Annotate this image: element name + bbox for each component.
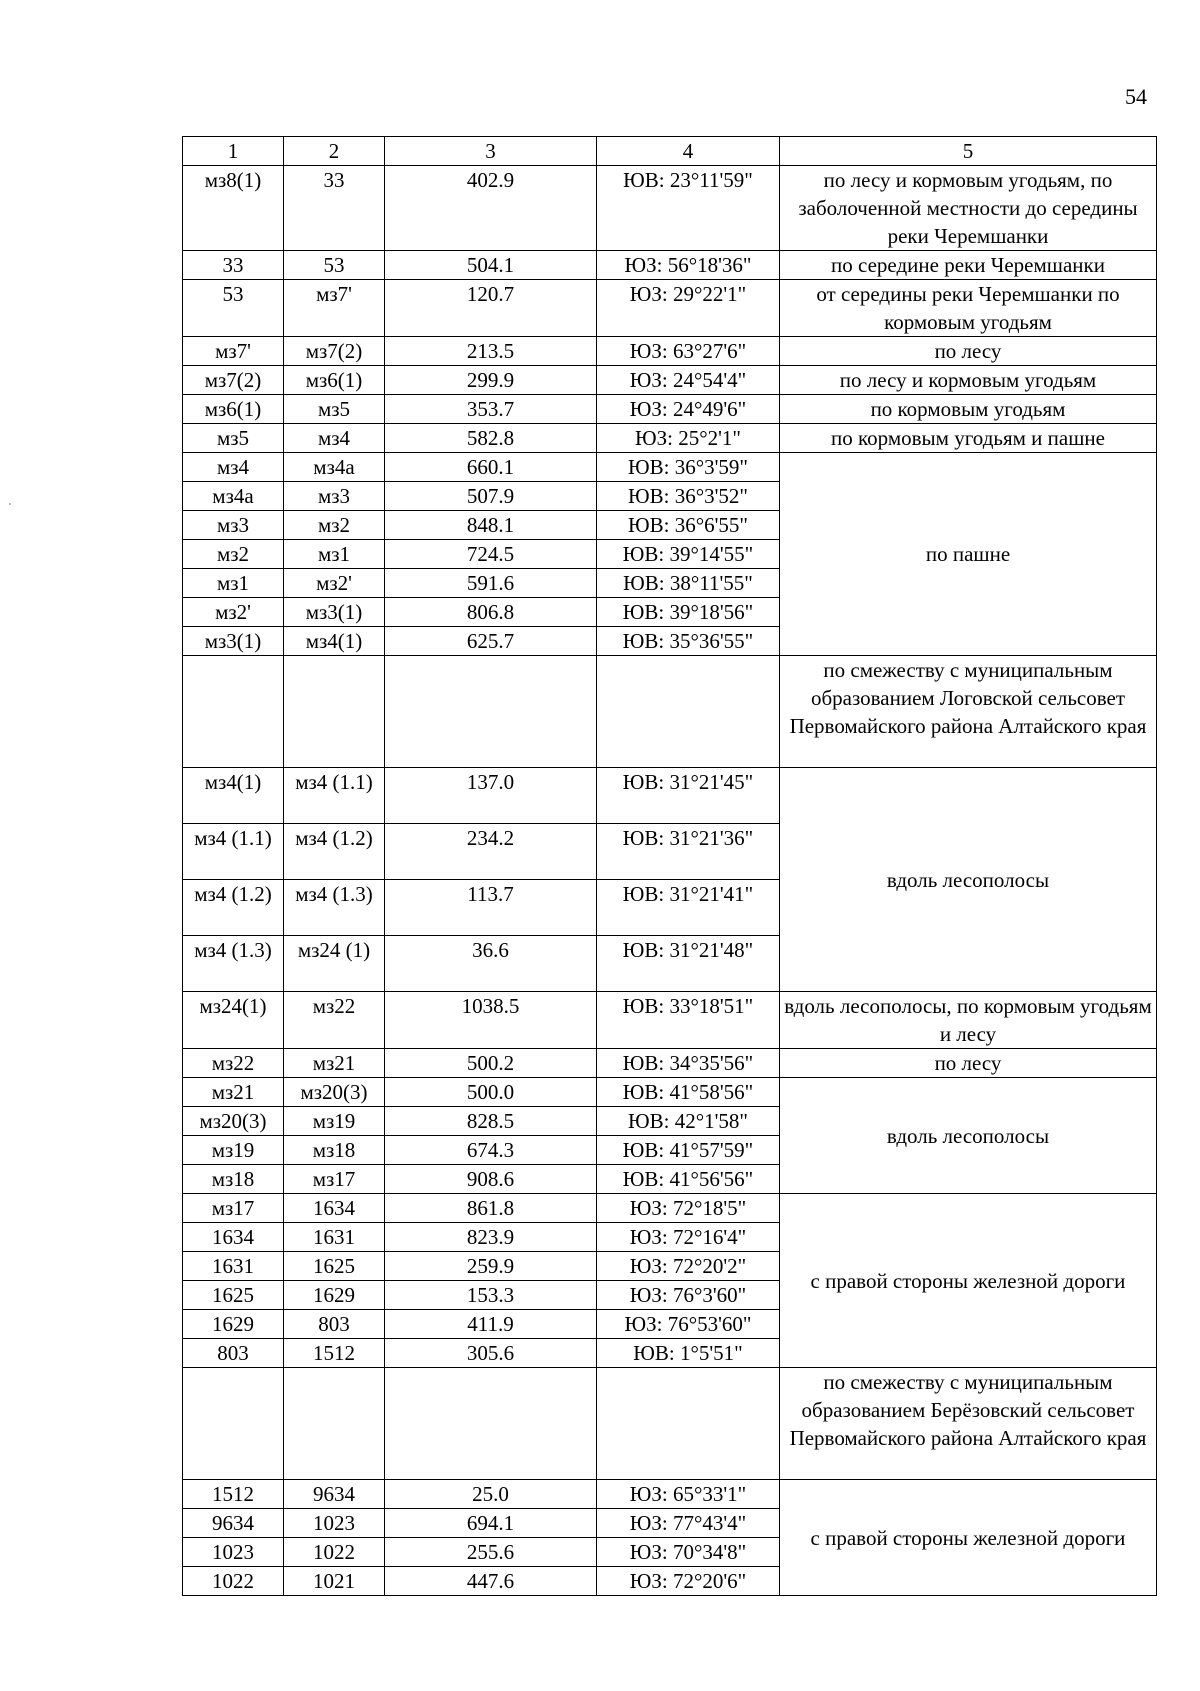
to-point-cell: мз4 (1.2) (284, 824, 385, 880)
bearing-cell: ЮЗ: 56°18'36" (597, 251, 780, 280)
from-point-cell: мз20(3) (183, 1107, 284, 1136)
table-row (183, 1194, 1157, 1223)
length-cell: 848.1 (385, 511, 597, 540)
length-cell: 724.5 (385, 540, 597, 569)
to-point-cell: мз22 (284, 992, 385, 1049)
to-point-cell: мз21 (284, 1049, 385, 1078)
length-cell: 120.7 (385, 280, 597, 337)
bearing-cell (597, 1368, 780, 1480)
length-cell: 25.0 (385, 1480, 597, 1509)
to-point-cell: мз4(1) (284, 627, 385, 656)
to-point-cell: мз7' (284, 280, 385, 337)
length-cell: 447.6 (385, 1567, 597, 1596)
to-point-cell: 1512 (284, 1339, 385, 1368)
bearing-cell: ЮВ: 1°5'51" (597, 1339, 780, 1368)
bearing-cell: ЮВ: 36°3'52" (597, 482, 780, 511)
to-point-cell: 1629 (284, 1281, 385, 1310)
length-cell (385, 656, 597, 768)
from-point-cell: мз6(1) (183, 395, 284, 424)
length-cell: 411.9 (385, 1310, 597, 1339)
description-cell: с правой стороны железной дороги (780, 1194, 1157, 1368)
length-cell: 591.6 (385, 569, 597, 598)
bearing-cell: ЮВ: 31°21'45" (597, 768, 780, 824)
length-cell: 259.9 (385, 1252, 597, 1281)
bearing-cell (597, 656, 780, 768)
from-point-cell: мз7(2) (183, 366, 284, 395)
description-cell: по лесу (780, 337, 1157, 366)
from-point-cell: мз4 (1.2) (183, 880, 284, 936)
bearing-cell: ЮЗ: 63°27'6" (597, 337, 780, 366)
description-cell: по середине реки Черемшанки (780, 251, 1157, 280)
header-cell: 5 (780, 137, 1157, 166)
to-point-cell: 9634 (284, 1480, 385, 1509)
description-cell: вдоль лесополосы (780, 768, 1157, 992)
length-cell: 674.3 (385, 1136, 597, 1165)
bearing-cell: ЮВ: 23°11'59" (597, 166, 780, 251)
length-cell: 255.6 (385, 1538, 597, 1567)
length-cell: 694.1 (385, 1509, 597, 1538)
from-point-cell: 9634 (183, 1509, 284, 1538)
length-cell: 806.8 (385, 598, 597, 627)
description-cell: по лесу и кормовым угодьям, по заболоченной местности до середины реки Черемшанки (780, 166, 1157, 251)
bearing-cell: ЮВ: 41°58'56" (597, 1078, 780, 1107)
length-cell: 861.8 (385, 1194, 597, 1223)
description-cell: по кормовым угодьям (780, 395, 1157, 424)
bearing-cell: ЮЗ: 76°3'60" (597, 1281, 780, 1310)
from-point-cell: мз2 (183, 540, 284, 569)
from-point-cell: мз4а (183, 482, 284, 511)
length-cell (385, 1368, 597, 1480)
to-point-cell: мз5 (284, 395, 385, 424)
to-point-cell: мз4 (284, 424, 385, 453)
from-point-cell: мз22 (183, 1049, 284, 1078)
table-row (183, 1480, 1157, 1509)
length-cell: 823.9 (385, 1223, 597, 1252)
header-cell: 2 (284, 137, 385, 166)
to-point-cell: мз6(1) (284, 366, 385, 395)
to-point-cell: мз24 (1) (284, 936, 385, 992)
length-cell: 36.6 (385, 936, 597, 992)
from-point-cell: 1023 (183, 1538, 284, 1567)
table-row (183, 251, 1157, 280)
table-row (183, 280, 1157, 337)
bearing-cell: ЮВ: 34°35'56" (597, 1049, 780, 1078)
length-cell: 402.9 (385, 166, 597, 251)
to-point-cell: 1625 (284, 1252, 385, 1281)
header-cell: 4 (597, 137, 780, 166)
description-cell: по лесу и кормовым угодьям (780, 366, 1157, 395)
description-cell: по смежеству с муниципальным образованием Логовской сельсовет Первомайского района Алтайского края (780, 656, 1157, 768)
length-cell: 1038.5 (385, 992, 597, 1049)
length-cell: 582.8 (385, 424, 597, 453)
to-point-cell: мз2 (284, 511, 385, 540)
from-point-cell: мз4 (1.1) (183, 824, 284, 880)
from-point-cell: мз1 (183, 569, 284, 598)
length-cell: 625.7 (385, 627, 597, 656)
to-point-cell: 803 (284, 1310, 385, 1339)
length-cell: 234.2 (385, 824, 597, 880)
to-point-cell: мз4 (1.1) (284, 768, 385, 824)
length-cell: 113.7 (385, 880, 597, 936)
table-row (183, 1049, 1157, 1078)
bearing-cell: ЮЗ: 65°33'1" (597, 1480, 780, 1509)
from-point-cell: мз3 (183, 511, 284, 540)
table-row (183, 366, 1157, 395)
from-point-cell: 1625 (183, 1281, 284, 1310)
to-point-cell: 33 (284, 166, 385, 251)
page-number: 54 (1125, 84, 1147, 109)
to-point-cell: 1631 (284, 1223, 385, 1252)
table-row (183, 768, 1157, 824)
from-point-cell: мз24(1) (183, 992, 284, 1049)
to-point-cell (284, 1368, 385, 1480)
from-point-cell: мз2' (183, 598, 284, 627)
length-cell: 500.0 (385, 1078, 597, 1107)
description-cell: от середины реки Черемшанки по кормовым угодьям (780, 280, 1157, 337)
table-row (183, 1078, 1157, 1107)
bearing-cell: ЮВ: 41°57'59" (597, 1136, 780, 1165)
from-point-cell: мз21 (183, 1078, 284, 1107)
from-point-cell: мз5 (183, 424, 284, 453)
from-point-cell: мз3(1) (183, 627, 284, 656)
to-point-cell (284, 656, 385, 768)
to-point-cell: мз20(3) (284, 1078, 385, 1107)
from-point-cell (183, 656, 284, 768)
to-point-cell: мз17 (284, 1165, 385, 1194)
from-point-cell: 33 (183, 251, 284, 280)
to-point-cell: 1023 (284, 1509, 385, 1538)
from-point-cell: 1631 (183, 1252, 284, 1281)
from-point-cell: мз4(1) (183, 768, 284, 824)
length-cell: 299.9 (385, 366, 597, 395)
bearing-cell: ЮЗ: 25°2'1" (597, 424, 780, 453)
table-row (183, 992, 1157, 1049)
description-cell: по смежеству с муниципальным образованием Берёзовский сельсовет Первомайского района Алтайского края (780, 1368, 1157, 1480)
from-point-cell: 1512 (183, 1480, 284, 1509)
length-cell: 828.5 (385, 1107, 597, 1136)
header-cell: 1 (183, 137, 284, 166)
length-cell: 305.6 (385, 1339, 597, 1368)
boundary-table (182, 136, 1157, 1596)
from-point-cell: мз8(1) (183, 166, 284, 251)
length-cell: 213.5 (385, 337, 597, 366)
to-point-cell: 1022 (284, 1538, 385, 1567)
to-point-cell: 53 (284, 251, 385, 280)
bearing-cell: ЮЗ: 72°20'6" (597, 1567, 780, 1596)
header-row (183, 137, 1157, 166)
bearing-cell: ЮЗ: 72°16'4" (597, 1223, 780, 1252)
description-cell: вдоль лесополосы, по кормовым угодьям и лесу (780, 992, 1157, 1049)
to-point-cell: 1021 (284, 1567, 385, 1596)
description-cell: по лесу (780, 1049, 1157, 1078)
table-row (183, 453, 1157, 482)
to-point-cell: мз7(2) (284, 337, 385, 366)
bearing-cell: ЮВ: 33°18'51" (597, 992, 780, 1049)
length-cell: 353.7 (385, 395, 597, 424)
to-point-cell: мз19 (284, 1107, 385, 1136)
to-point-cell: мз3(1) (284, 598, 385, 627)
to-point-cell: 1634 (284, 1194, 385, 1223)
table-row (183, 656, 1157, 768)
bearing-cell: ЮЗ: 72°20'2" (597, 1252, 780, 1281)
description-cell: с правой стороны железной дороги (780, 1480, 1157, 1596)
bearing-cell: ЮВ: 39°18'56" (597, 598, 780, 627)
from-point-cell: мз19 (183, 1136, 284, 1165)
bearing-cell: ЮВ: 35°36'55" (597, 627, 780, 656)
bearing-cell: ЮВ: 31°21'41" (597, 880, 780, 936)
from-point-cell: 53 (183, 280, 284, 337)
from-point-cell: 1022 (183, 1567, 284, 1596)
description-cell: по пашне (780, 453, 1157, 656)
scan-artifact (9, 503, 11, 505)
bearing-cell: ЮВ: 39°14'55" (597, 540, 780, 569)
table-row (183, 337, 1157, 366)
description-cell: по кормовым угодьям и пашне (780, 424, 1157, 453)
table-row (183, 1368, 1157, 1480)
bearing-cell: ЮЗ: 76°53'60" (597, 1310, 780, 1339)
length-cell: 500.2 (385, 1049, 597, 1078)
from-point-cell: мз4 (1.3) (183, 936, 284, 992)
length-cell: 504.1 (385, 251, 597, 280)
to-point-cell: мз4а (284, 453, 385, 482)
length-cell: 137.0 (385, 768, 597, 824)
table-row (183, 424, 1157, 453)
bearing-cell: ЮВ: 31°21'48" (597, 936, 780, 992)
length-cell: 908.6 (385, 1165, 597, 1194)
from-point-cell: мз4 (183, 453, 284, 482)
to-point-cell: мз3 (284, 482, 385, 511)
from-point-cell: мз17 (183, 1194, 284, 1223)
to-point-cell: мз4 (1.3) (284, 880, 385, 936)
bearing-cell: ЮВ: 31°21'36" (597, 824, 780, 880)
description-cell: вдоль лесополосы (780, 1078, 1157, 1194)
bearing-cell: ЮВ: 42°1'58" (597, 1107, 780, 1136)
bearing-cell: ЮЗ: 24°54'4" (597, 366, 780, 395)
bearing-cell: ЮЗ: 72°18'5" (597, 1194, 780, 1223)
table-row (183, 395, 1157, 424)
from-point-cell (183, 1368, 284, 1480)
table-row (183, 166, 1157, 251)
bearing-cell: ЮВ: 38°11'55" (597, 569, 780, 598)
bearing-cell: ЮВ: 41°56'56" (597, 1165, 780, 1194)
from-point-cell: 803 (183, 1339, 284, 1368)
bearing-cell: ЮЗ: 70°34'8" (597, 1538, 780, 1567)
bearing-cell: ЮЗ: 24°49'6" (597, 395, 780, 424)
length-cell: 660.1 (385, 453, 597, 482)
length-cell: 507.9 (385, 482, 597, 511)
bearing-cell: ЮЗ: 77°43'4" (597, 1509, 780, 1538)
to-point-cell: мз18 (284, 1136, 385, 1165)
to-point-cell: мз1 (284, 540, 385, 569)
from-point-cell: мз18 (183, 1165, 284, 1194)
bearing-cell: ЮВ: 36°3'59" (597, 453, 780, 482)
bearing-cell: ЮЗ: 29°22'1" (597, 280, 780, 337)
from-point-cell: 1634 (183, 1223, 284, 1252)
from-point-cell: мз7' (183, 337, 284, 366)
bearing-cell: ЮВ: 36°6'55" (597, 511, 780, 540)
from-point-cell: 1629 (183, 1310, 284, 1339)
length-cell: 153.3 (385, 1281, 597, 1310)
to-point-cell: мз2' (284, 569, 385, 598)
header-cell: 3 (385, 137, 597, 166)
